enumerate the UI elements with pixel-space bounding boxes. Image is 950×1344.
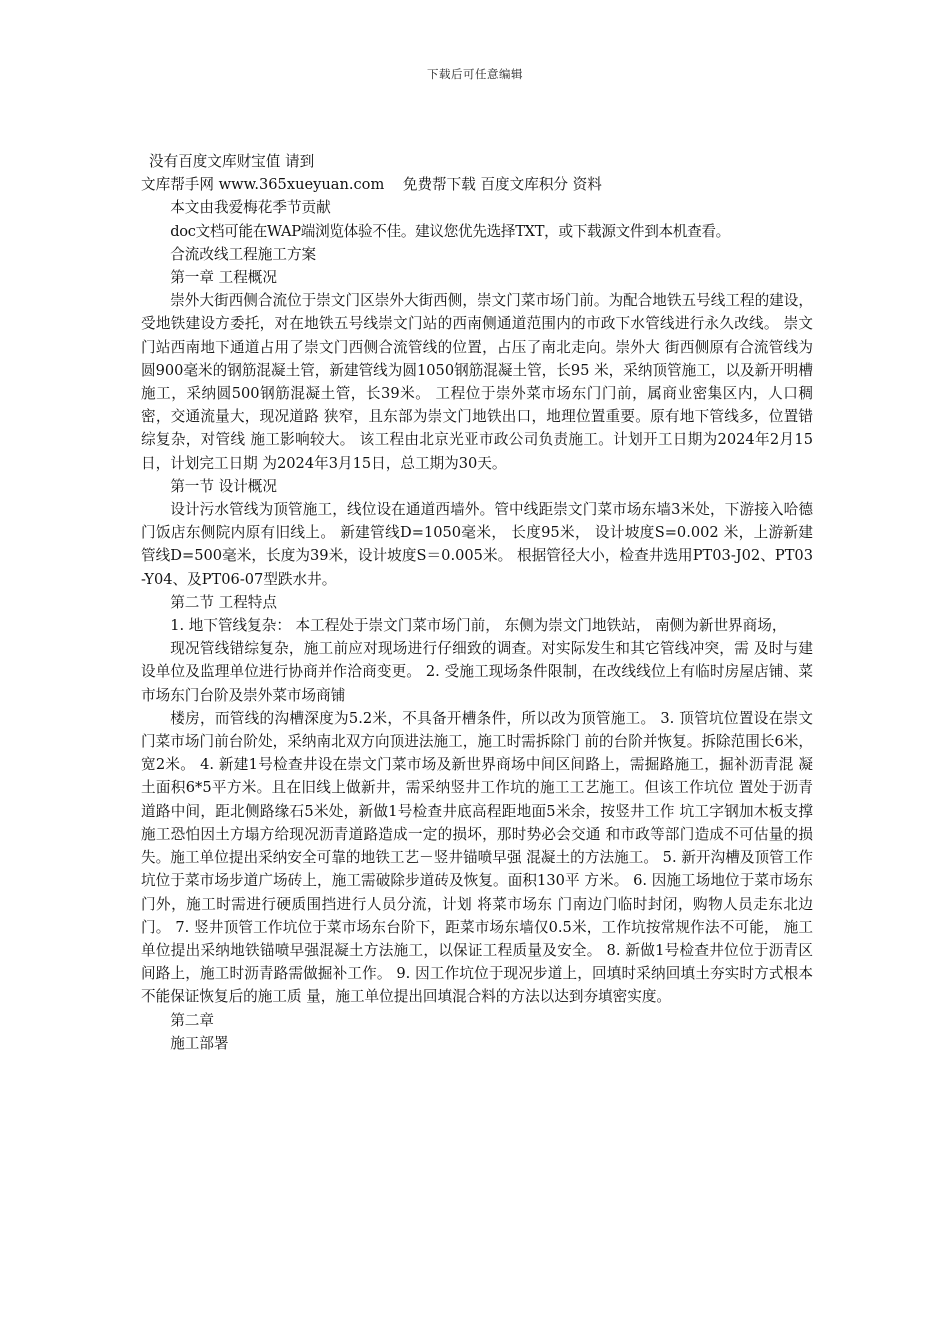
- chapter-1-body: 崇外大街西侧合流位于崇文门区崇外大街西侧，崇文门菜市场门前。为配合地铁五号线工程的建设，受地铁建设方委托，对在地铁五号线崇文门站的西南侧通道范围内的市政下水管线进行永久改线。 崇文门站西南地下通道占用了崇文门西侧合流管线的位置，占压了南北走向。崇外大 街西侧原有合流管线为圆900毫米的钢筋混凝土管，新建管线为圆1050钢筋混凝土管，长95 米，采纳顶管施工，以及新开明槽施工，采纳圆500钢筋混凝土管，长39米。 工程位于崇外菜市场东门门前，属商业密集区内，人口稠密，交通流量大，现况道路 狭窄，且东部为崇文门地铁出口，地理位置重要。原有地下管线多，位置错综复杂，对管线 施工影响较大。 该工程由北京光亚市政公司负责施工。计划开工日期为2024年2月15日，计划完工日期 为2024年3月15日，总工期为30天。: [141, 292, 813, 472]
- contributor-line: 本文由我爱梅花季节贡献: [170, 199, 331, 217]
- document-body: [141, 150, 813, 1055]
- section-2-heading: 第二节 工程特点: [170, 593, 277, 611]
- document-title: 合流改线工程施工方案: [170, 245, 317, 263]
- page-header: 下载后可任意编辑: [427, 67, 523, 81]
- section-1-heading: 第一节 设计概况: [170, 477, 277, 495]
- intro-line-1: 没有百度文库财宝值 请到: [149, 153, 315, 170]
- intro-line-2: 文库帮手网 www.365xueyuan.com 免费帮下载 百度文库积分 资料: [141, 176, 602, 194]
- chapter-1-heading: 第一章 工程概况: [170, 269, 277, 287]
- chapter-2-heading: 第二章: [170, 1011, 214, 1029]
- doc-notice: doc文档可能在WAP端浏览体验不佳。建议您优先选择TXT，或下载源文件到本机查看。: [170, 222, 730, 240]
- section-2-paragraph-2: 现况管线错综复杂，施工前应对现场进行仔细致的调查。对实际发生和其它管线冲突，需 及时与建设单位及监理单位进行协商并作洽商变更。 2. 受施工现场条件限制，在改线线位上有临时房屋店铺、菜市场东门台阶及崇外菜市场商铺: [141, 640, 813, 704]
- section-2-paragraph-1: 1. 地下管线复杂： 本工程处于崇文门菜市场门前， 东侧为崇文门地铁站， 南侧为新世界商场，: [170, 617, 787, 635]
- section-2-paragraph-3: 楼房，而管线的沟槽深度为5.2米，不具备开槽条件，所以改为顶管施工。 3. 顶管坑位置设在崇文门菜市场门前台阶处，采纳南北双方向顶进法施工，施工时需拆除门 前的台阶并恢复。拆除范围长6米，宽2米。 4. 新建1号检查井设在崇文门菜市场及新世界商场中间区间路上，需掘路施工，掘补沥青混 凝土面积6*5平方米。且在旧线上做新井，需采纳竖井工作坑的施工工艺施工。但该工作坑位 置处于沥青道路中间，距北侧路缘石5米处，新做1号检查井底高程距地面5米余，按竖井工作 坑工字钢加木板支撑施工恐怕因土方塌方给现况沥青道路造成一定的损坏，那时势必会交通 和市政等部门造成不可估量的损失。施工单位提出采纳安全可靠的地铁工艺－竖井锚喷早强 混凝土的方法施工。 5. 新开沟槽及顶管工作坑位于菜市场步道广场砖上，施工需破除步道砖及恢复。面积130平 方米。 6. 因施工场地位于菜市场东门外，施工时需进行硬质围挡进行人员分流，计划 将菜市场东 门南边门临时封闭，购物人员走东北边门。 7. 竖井顶管工作坑位于菜市场东台阶下，距菜市场东墙仅0.5米，工作坑按常规作法不可能， 施工单位提出采纳地铁锚喷早强混凝土方法施工，以保证工程质量及安全。 8. 新做1号检查井位位于沥青区间路上，施工时沥青路需做掘补工作。 9. 因工作坑位于现况步道上，回填时采纳回填土夯实时方式根本不能保证恢复后的施工质 量，施工单位提出回填混合料的方法以达到夯填密实度。: [141, 709, 813, 1006]
- section-1-body: 设计污水管线为顶管施工，线位设在通道西墙外。管中线距崇文门菜市场东墙3米处，下游接入哈德门饭店东侧院内原有旧线上。 新建管线D=1050毫米， 长度95米， 设计坡度S=0.002 米，上游新建管线D=500毫米，长度为39米，设计坡度S＝0.005米。 根据管径大小，检查井选用PT03-J02、PT03-Y04、及PT06-07型跌水井。: [141, 501, 813, 588]
- chapter-2-subheading: 施工部署: [170, 1034, 229, 1052]
